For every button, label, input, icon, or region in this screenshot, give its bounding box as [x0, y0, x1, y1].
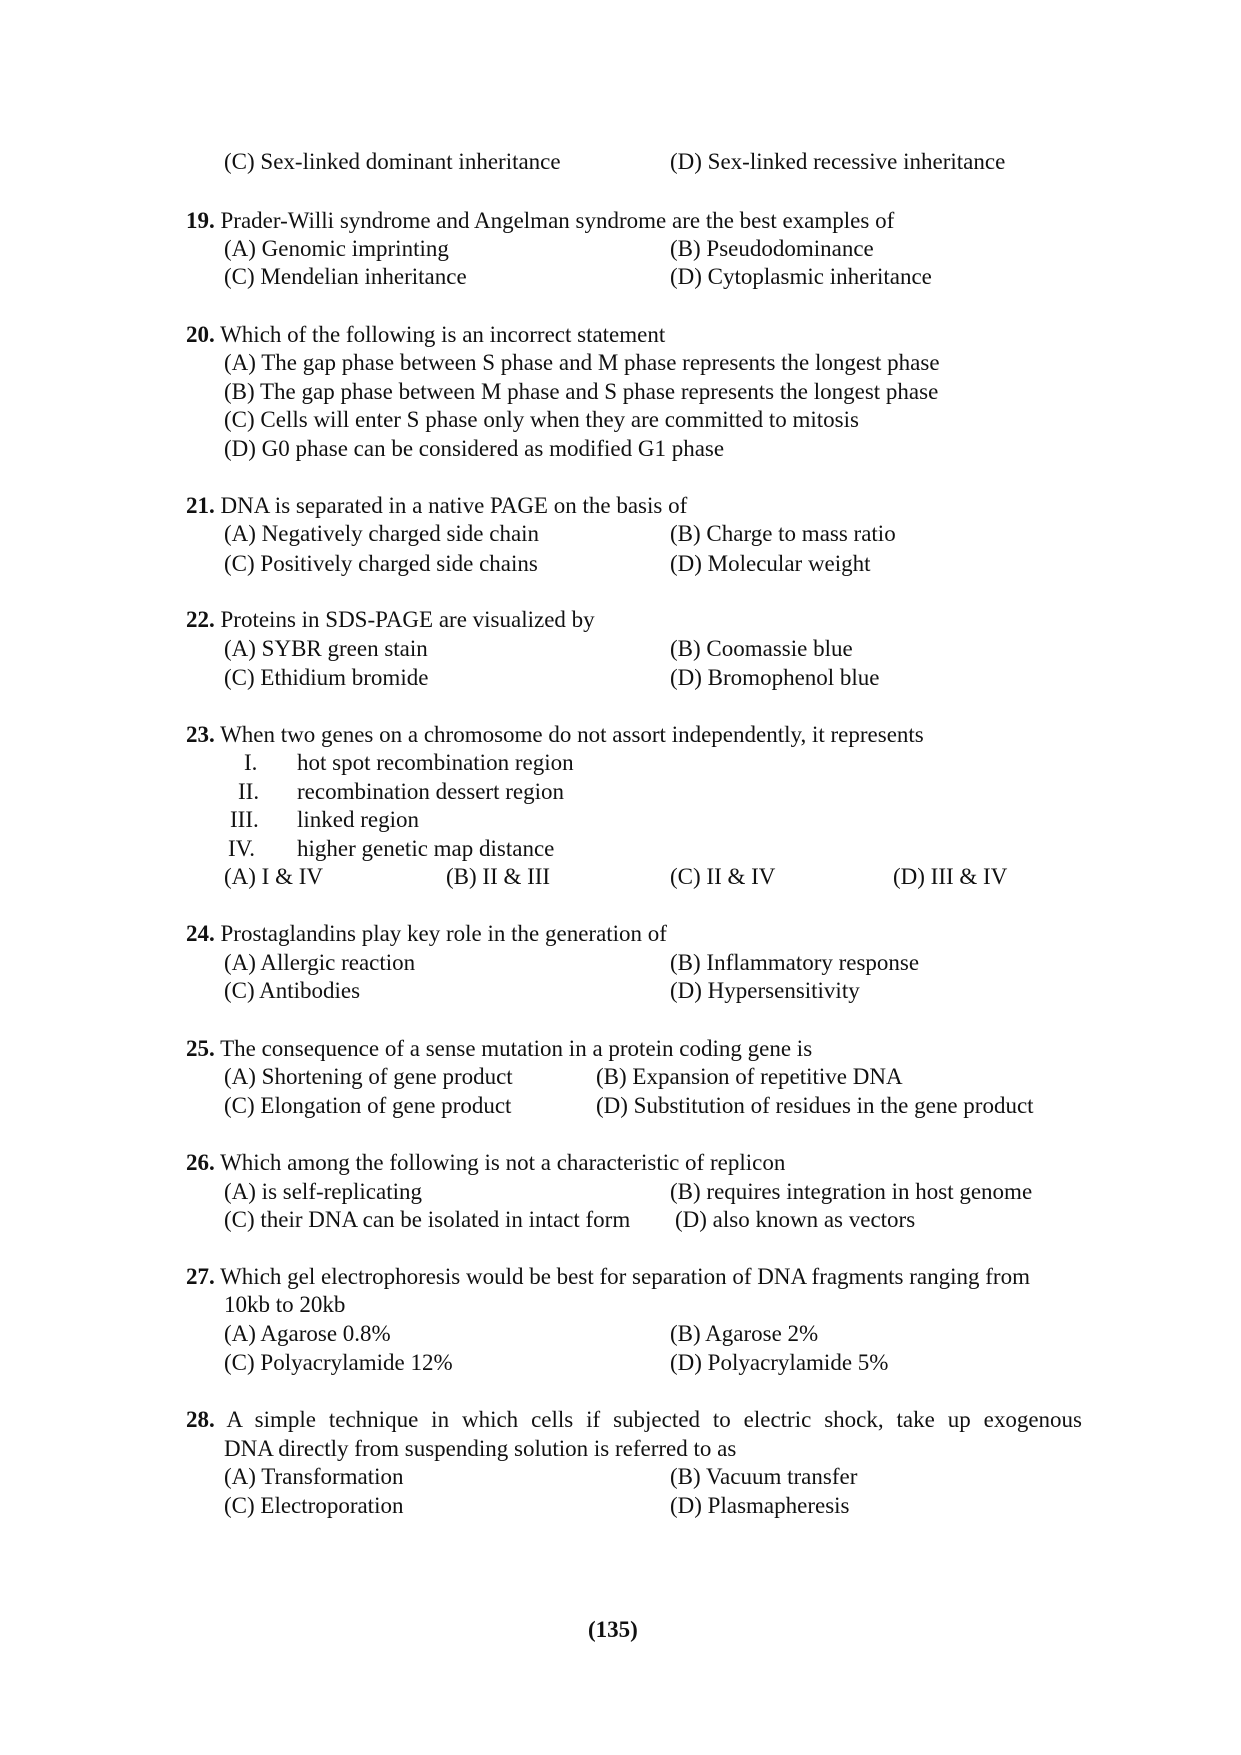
question-stem: Which gel electrophoresis would be best for separation of DNA fragments ranging from — [220, 1264, 1030, 1289]
q23-item-roman: II. — [238, 779, 260, 804]
q22-option-c: (C) Ethidium bromide — [224, 665, 429, 690]
question-28 — [186, 1406, 1082, 1434]
q27-option-c: (C) Polyacrylamide 12% — [224, 1350, 453, 1375]
q23-item-text: recombination dessert region — [297, 779, 564, 804]
question-25 — [186, 1035, 812, 1063]
q25-option-a: (A) Shortening of gene product — [224, 1064, 513, 1089]
question-24 — [186, 920, 667, 948]
question-stem: Which of the following is an incorrect statement — [220, 322, 666, 347]
q26-option-c: (C) their DNA can be isolated in intact form — [224, 1207, 631, 1232]
question-stem: When two genes on a chromosome do not assort independently, it represents — [220, 722, 924, 747]
q28-option-b: (B) Vacuum transfer — [670, 1464, 858, 1489]
question-number: 20. — [186, 322, 215, 347]
q18-option-d: (D) Sex-linked recessive inheritance — [670, 149, 1006, 174]
question-number: 27. — [186, 1264, 215, 1289]
q23-item-roman: I. — [244, 750, 258, 775]
question-19 — [186, 207, 894, 235]
q20-option-d: (D) G0 phase can be considered as modified G1 phase — [224, 436, 725, 461]
question-stem: Prader-Willi syndrome and Angelman syndrome are the best examples of — [220, 208, 895, 233]
q23-option-c: (C) II & IV — [670, 864, 776, 889]
q18-option-c: (C) Sex-linked dominant inheritance — [224, 149, 561, 174]
question-21 — [186, 492, 687, 520]
q23-item-text: hot spot recombination region — [297, 750, 574, 775]
q27-option-b: (B) Agarose 2% — [670, 1321, 819, 1346]
question-23 — [186, 721, 924, 749]
q19-option-d: (D) Cytoplasmic inheritance — [670, 264, 932, 289]
q25-option-b: (B) Expansion of repetitive DNA — [596, 1064, 903, 1089]
q26-option-a: (A) is self-replicating — [224, 1179, 422, 1204]
question-number: 24. — [186, 921, 215, 946]
q21-option-d: (D) Molecular weight — [670, 551, 871, 576]
q23-item-roman: III. — [230, 807, 259, 832]
q23-option-a: (A) I & IV — [224, 864, 323, 889]
q21-option-c: (C) Positively charged side chains — [224, 551, 538, 576]
q27-option-a: (A) Agarose 0.8% — [224, 1321, 391, 1346]
question-26 — [186, 1149, 785, 1177]
question-stem-line — [186, 1406, 1082, 1434]
q24-option-d: (D) Hypersensitivity — [670, 978, 860, 1003]
question-number: 25. — [186, 1036, 215, 1061]
q26-option-b: (B) requires integration in host genome — [670, 1179, 1033, 1204]
q26-option-d: (D) also known as vectors — [675, 1207, 916, 1232]
question-stem: Proteins in SDS-PAGE are visualized by — [220, 607, 595, 632]
q28-option-a: (A) Transformation — [224, 1464, 404, 1489]
q25-option-c: (C) Elongation of gene product — [224, 1093, 512, 1118]
q23-item-text: linked region — [297, 807, 419, 832]
q21-option-b: (B) Charge to mass ratio — [670, 521, 896, 546]
q27-option-d: (D) Polyacrylamide 5% — [670, 1350, 889, 1375]
q22-option-a: (A) SYBR green stain — [224, 636, 428, 661]
question-stem: Which among the following is not a characteristic of replicon — [220, 1150, 786, 1175]
question-number: 19. — [186, 208, 215, 233]
question-stem: Prostaglandins play key role in the generation of — [220, 921, 667, 946]
question-20 — [186, 321, 665, 349]
question-number: 28. — [186, 1407, 215, 1432]
q23-item-roman: IV. — [228, 836, 256, 861]
q21-option-a: (A) Negatively charged side chain — [224, 521, 540, 546]
q19-option-a: (A) Genomic imprinting — [224, 236, 449, 261]
question-stem: DNA is separated in a native PAGE on the basis of — [220, 493, 688, 518]
question-28-stem-continued: DNA directly from suspending solution is referred to as — [224, 1436, 737, 1461]
q22-option-d: (D) Bromophenol blue — [670, 665, 880, 690]
question-stem: The consequence of a sense mutation in a protein coding gene is — [220, 1036, 813, 1061]
q24-option-b: (B) Inflammatory response — [670, 950, 920, 975]
q28-option-d: (D) Plasmapheresis — [670, 1493, 850, 1518]
q23-item-text: higher genetic map distance — [297, 836, 555, 861]
question-number: 26. — [186, 1150, 215, 1175]
question-22 — [186, 606, 595, 634]
q22-option-b: (B) Coomassie blue — [670, 636, 853, 661]
question-number: 21. — [186, 493, 215, 518]
q19-option-c: (C) Mendelian inheritance — [224, 264, 467, 289]
q24-option-a: (A) Allergic reaction — [224, 950, 416, 975]
q23-option-b: (B) II & III — [446, 864, 551, 889]
q20-option-b: (B) The gap phase between M phase and S phase represents the longest phase — [224, 379, 939, 404]
question-number: 22. — [186, 607, 215, 632]
question-stem: A simple technique in which cells if subjected to electric shock, take up exogenous — [226, 1407, 1082, 1432]
q28-option-c: (C) Electroporation — [224, 1493, 404, 1518]
q23-option-d: (D) III & IV — [893, 864, 1008, 889]
q20-option-c: (C) Cells will enter S phase only when they are committed to mitosis — [224, 407, 859, 432]
question-number: 23. — [186, 722, 215, 747]
page-number: (135) — [588, 1617, 638, 1642]
question-27 — [186, 1263, 1030, 1291]
question-27-stem-continued: 10kb to 20kb — [224, 1292, 346, 1317]
q19-option-b: (B) Pseudodominance — [670, 236, 874, 261]
q25-option-d: (D) Substitution of residues in the gene product — [596, 1093, 1034, 1118]
q20-option-a: (A) The gap phase between S phase and M phase represents the longest phase — [224, 350, 940, 375]
q24-option-c: (C) Antibodies — [224, 978, 361, 1003]
